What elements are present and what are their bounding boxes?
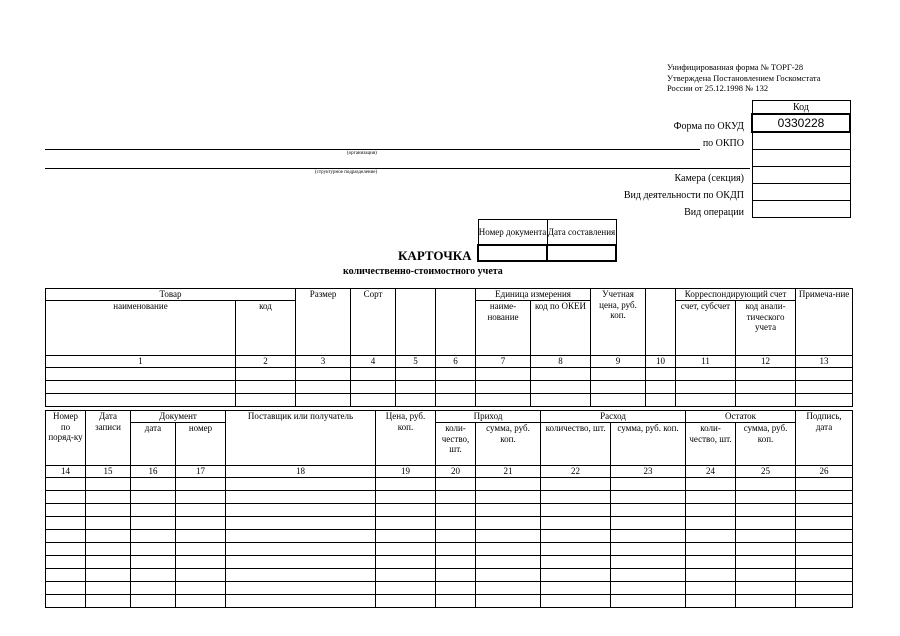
entry-cell[interactable] xyxy=(376,530,436,543)
entry-cell[interactable] xyxy=(351,394,396,407)
entry-cell[interactable] xyxy=(736,394,796,407)
entry-cell[interactable] xyxy=(376,582,436,595)
entry-cell[interactable] xyxy=(131,569,176,582)
col-num: 14 xyxy=(46,466,86,478)
entry-cell[interactable] xyxy=(531,368,591,381)
entry-cell[interactable] xyxy=(796,543,853,556)
entry-cell[interactable] xyxy=(436,504,476,517)
document-number-label: Номер документа xyxy=(478,220,547,246)
code-header: код xyxy=(236,301,296,356)
entry-cell[interactable] xyxy=(541,517,611,530)
entry-cell[interactable] xyxy=(86,491,131,504)
sign-header: Подпись, дата xyxy=(796,411,853,466)
entry-cell[interactable] xyxy=(176,569,226,582)
entry-cell[interactable] xyxy=(476,556,541,569)
entry-cell[interactable] xyxy=(591,394,646,407)
entry-cell[interactable] xyxy=(376,517,436,530)
price-header: Учетная цена, руб. коп. xyxy=(591,289,646,356)
col-num: 2 xyxy=(236,356,296,368)
organization-caption: (организация) xyxy=(347,151,377,156)
entry-cell[interactable] xyxy=(736,556,796,569)
entry-cell[interactable] xyxy=(736,368,796,381)
entry-cell[interactable] xyxy=(226,478,376,491)
entry-cell[interactable] xyxy=(376,569,436,582)
col-num: 9 xyxy=(591,356,646,368)
date-header: Дата записи xyxy=(86,411,131,466)
balance-header: Остаток xyxy=(686,411,796,423)
chamber-label: Камера (секция) xyxy=(674,173,744,184)
entry-cell[interactable] xyxy=(226,569,376,582)
doc-date-header: дата xyxy=(131,423,176,466)
entry-cell[interactable] xyxy=(611,569,686,582)
entry-cell[interactable] xyxy=(591,368,646,381)
entry-cell[interactable] xyxy=(376,595,436,608)
entry-cell[interactable] xyxy=(376,504,436,517)
col-num: 26 xyxy=(796,466,853,478)
entry-cell[interactable] xyxy=(476,491,541,504)
entry-cell[interactable] xyxy=(86,530,131,543)
entry-cell[interactable] xyxy=(226,504,376,517)
subdivision-line[interactable] xyxy=(45,168,750,169)
entry-cell[interactable] xyxy=(436,530,476,543)
entry-cell[interactable] xyxy=(796,530,853,543)
col-num: 25 xyxy=(736,466,796,478)
entry-cell[interactable] xyxy=(176,530,226,543)
table-row xyxy=(46,504,853,517)
entry-cell[interactable] xyxy=(736,582,796,595)
entry-cell[interactable] xyxy=(436,491,476,504)
entry-cell[interactable] xyxy=(436,478,476,491)
col-num: 19 xyxy=(376,466,436,478)
corr-account-header: счет, субсчет xyxy=(676,301,736,356)
table-row xyxy=(46,517,853,530)
entry-cell[interactable] xyxy=(396,368,436,381)
entry-cell[interactable] xyxy=(541,595,611,608)
exp-qty-header: количество, шт. xyxy=(541,423,611,466)
table-row xyxy=(46,543,853,556)
doc-num-header: номер xyxy=(176,423,226,466)
entry-cell[interactable] xyxy=(686,569,736,582)
entry-cell[interactable] xyxy=(476,582,541,595)
table-row xyxy=(46,569,853,582)
col-num: 18 xyxy=(226,466,376,478)
entry-cell[interactable] xyxy=(86,478,131,491)
entry-cell[interactable] xyxy=(176,517,226,530)
entry-cell[interactable] xyxy=(591,381,646,394)
entry-cell[interactable] xyxy=(46,394,236,407)
col-num: 15 xyxy=(86,466,131,478)
entry-cell[interactable] xyxy=(611,478,686,491)
col-num: 23 xyxy=(611,466,686,478)
entry-cell[interactable] xyxy=(646,394,676,407)
entry-cell[interactable] xyxy=(646,381,676,394)
bal-sum-header: сумма, руб. коп. xyxy=(736,423,796,466)
entry-cell[interactable] xyxy=(86,569,131,582)
note-header: Примеча-ние xyxy=(796,289,853,356)
entry-cell[interactable] xyxy=(226,543,376,556)
entry-cell[interactable] xyxy=(436,582,476,595)
exp-sum-header: сумма, руб. коп. xyxy=(611,423,686,466)
entry-cell[interactable] xyxy=(176,595,226,608)
col-num: 5 xyxy=(396,356,436,368)
entry-cell[interactable] xyxy=(686,595,736,608)
entry-cell[interactable] xyxy=(351,368,396,381)
entry-cell[interactable] xyxy=(86,543,131,556)
entry-cell[interactable] xyxy=(476,504,541,517)
price2-header: Цена, руб. коп. xyxy=(376,411,436,466)
goods-table xyxy=(45,288,853,407)
entry-cell[interactable] xyxy=(436,556,476,569)
entry-cell[interactable] xyxy=(796,491,853,504)
entry-cell[interactable] xyxy=(46,368,236,381)
entry-cell[interactable] xyxy=(226,530,376,543)
organization-line[interactable] xyxy=(45,149,700,150)
entry-cell[interactable] xyxy=(736,517,796,530)
party-header: Поставщик или получатель xyxy=(226,411,376,466)
document-header: Документ xyxy=(131,411,226,423)
empty-header-6 xyxy=(436,289,476,356)
operation-label: Вид операции xyxy=(684,207,744,218)
entry-cell[interactable] xyxy=(376,491,436,504)
document-number-field[interactable] xyxy=(478,245,547,261)
entry-cell[interactable] xyxy=(796,517,853,530)
entry-cell[interactable] xyxy=(541,530,611,543)
entry-cell[interactable] xyxy=(176,504,226,517)
empty-header-10 xyxy=(646,289,676,356)
okdp-label: Вид деятельности по ОКДП xyxy=(623,190,744,201)
entry-cell[interactable] xyxy=(46,504,86,517)
col-num: 16 xyxy=(131,466,176,478)
corr-header: Корреспондирующий счет xyxy=(676,289,796,301)
table-row xyxy=(46,368,853,381)
entry-cell[interactable] xyxy=(296,368,351,381)
inc-sum-header: сумма, руб. коп. xyxy=(476,423,541,466)
table-row xyxy=(46,491,853,504)
grade-header: Сорт xyxy=(351,289,396,356)
entry-cell[interactable] xyxy=(686,517,736,530)
size-header: Размер xyxy=(296,289,351,356)
entry-cell[interactable] xyxy=(796,595,853,608)
entry-cell[interactable] xyxy=(351,381,396,394)
table-row xyxy=(46,595,853,608)
document-box xyxy=(477,219,617,262)
entry-cell[interactable] xyxy=(436,394,476,407)
bal-qty-header: коли-чество, шт. xyxy=(686,423,736,466)
entry-cell[interactable] xyxy=(131,491,176,504)
entry-cell[interactable] xyxy=(541,478,611,491)
entry-cell[interactable] xyxy=(131,530,176,543)
entry-cell[interactable] xyxy=(676,381,736,394)
entry-cell[interactable] xyxy=(436,368,476,381)
entry-cell[interactable] xyxy=(796,381,853,394)
entry-cell[interactable] xyxy=(796,394,853,407)
entry-cell[interactable] xyxy=(736,595,796,608)
entry-cell[interactable] xyxy=(476,530,541,543)
entry-cell[interactable] xyxy=(131,582,176,595)
corr-code-header: код анали-тического учета xyxy=(736,301,796,356)
entry-cell[interactable] xyxy=(86,517,131,530)
entry-cell[interactable] xyxy=(541,556,611,569)
col-num: 22 xyxy=(541,466,611,478)
entry-cell[interactable] xyxy=(176,556,226,569)
entry-cell[interactable] xyxy=(476,394,531,407)
entry-cell[interactable] xyxy=(46,530,86,543)
entry-cell[interactable] xyxy=(611,491,686,504)
entry-cell[interactable] xyxy=(676,394,736,407)
entry-cell[interactable] xyxy=(796,556,853,569)
entry-cell[interactable] xyxy=(226,595,376,608)
entry-cell[interactable] xyxy=(541,504,611,517)
form-header xyxy=(667,62,821,94)
col-num: 4 xyxy=(351,356,396,368)
unit-code-header: код по ОКЕИ xyxy=(531,301,591,356)
entry-cell[interactable] xyxy=(296,381,351,394)
entry-cell[interactable] xyxy=(736,504,796,517)
entry-cell[interactable] xyxy=(46,381,236,394)
entry-cell[interactable] xyxy=(131,556,176,569)
form-line-2: Утверждена Постановлением Госкомстата xyxy=(667,72,821,83)
col-num: 24 xyxy=(686,466,736,478)
col-num: 8 xyxy=(531,356,591,368)
chamber-code-field[interactable] xyxy=(752,167,850,184)
operation-code-field[interactable] xyxy=(752,201,850,218)
entry-cell[interactable] xyxy=(46,543,86,556)
entry-cell[interactable] xyxy=(436,517,476,530)
entry-cell[interactable] xyxy=(46,595,86,608)
document-date-field[interactable] xyxy=(547,245,616,261)
entry-cell[interactable] xyxy=(646,368,676,381)
okpo-label: по ОКПО xyxy=(702,138,744,149)
col-num: 10 xyxy=(646,356,676,368)
entry-cell[interactable] xyxy=(796,504,853,517)
table-row xyxy=(46,582,853,595)
entry-cell[interactable] xyxy=(236,368,296,381)
entry-cell[interactable] xyxy=(176,543,226,556)
entry-cell[interactable] xyxy=(796,582,853,595)
form-line-1: Унифицированная форма № ТОРГ-28 xyxy=(667,62,804,72)
extra-code-field[interactable] xyxy=(752,150,850,167)
empty-header-5 xyxy=(396,289,436,356)
entry-cell[interactable] xyxy=(686,582,736,595)
col-num: 11 xyxy=(676,356,736,368)
entry-cell[interactable] xyxy=(176,582,226,595)
entry-cell[interactable] xyxy=(376,478,436,491)
card-subtitle: количественно-стоимостного учета xyxy=(343,266,503,277)
entry-cell[interactable] xyxy=(476,368,531,381)
col-num: 7 xyxy=(476,356,531,368)
code-header: Код xyxy=(752,101,850,115)
entry-cell[interactable] xyxy=(396,381,436,394)
entry-cell[interactable] xyxy=(46,491,86,504)
entry-cell[interactable] xyxy=(736,491,796,504)
col-num: 1 xyxy=(46,356,236,368)
table-row xyxy=(46,530,853,543)
form-line-3: России от 25.12.1998 № 132 xyxy=(667,83,769,93)
entry-cell[interactable] xyxy=(611,582,686,595)
unit-header: Единица измерения xyxy=(476,289,591,301)
entry-cell[interactable] xyxy=(476,478,541,491)
entry-cell[interactable] xyxy=(676,368,736,381)
entry-cell[interactable] xyxy=(476,569,541,582)
entry-cell[interactable] xyxy=(796,368,853,381)
inc-qty-header: коли-чество, шт. xyxy=(436,423,476,466)
col-num: 13 xyxy=(796,356,853,368)
entry-cell[interactable] xyxy=(86,595,131,608)
entry-cell[interactable] xyxy=(436,595,476,608)
codes-table xyxy=(751,100,851,218)
name-header: наименование xyxy=(46,301,236,356)
entry-cell[interactable] xyxy=(611,530,686,543)
okpo-code-field[interactable] xyxy=(752,132,850,150)
okdp-code-field[interactable] xyxy=(752,184,850,201)
entry-cell[interactable] xyxy=(686,491,736,504)
unit-name-header: наиме-нование xyxy=(476,301,531,356)
entry-cell[interactable] xyxy=(541,543,611,556)
movements-table xyxy=(45,410,853,608)
income-header: Приход xyxy=(436,411,541,423)
document-date-label: Дата составления xyxy=(547,220,616,246)
entry-cell[interactable] xyxy=(86,556,131,569)
entry-cell[interactable] xyxy=(176,478,226,491)
entry-cell[interactable] xyxy=(396,394,436,407)
entry-cell[interactable] xyxy=(46,582,86,595)
entry-cell[interactable] xyxy=(541,491,611,504)
entry-cell[interactable] xyxy=(226,491,376,504)
entry-cell[interactable] xyxy=(131,595,176,608)
col-num: 3 xyxy=(296,356,351,368)
entry-cell[interactable] xyxy=(736,478,796,491)
okud-label: Форма по ОКУД xyxy=(673,121,744,132)
entry-cell[interactable] xyxy=(736,530,796,543)
table-row xyxy=(46,394,853,407)
entry-cell[interactable] xyxy=(531,381,591,394)
entry-cell[interactable] xyxy=(376,543,436,556)
entry-cell[interactable] xyxy=(436,543,476,556)
entry-cell[interactable] xyxy=(476,381,531,394)
entry-cell[interactable] xyxy=(236,381,296,394)
entry-cell[interactable] xyxy=(226,582,376,595)
col-num: 17 xyxy=(176,466,226,478)
entry-cell[interactable] xyxy=(46,478,86,491)
entry-cell[interactable] xyxy=(296,394,351,407)
entry-cell[interactable] xyxy=(86,504,131,517)
table-row xyxy=(46,478,853,491)
okud-code-field[interactable]: 0330228 xyxy=(752,114,850,132)
entry-cell[interactable] xyxy=(736,543,796,556)
entry-cell[interactable] xyxy=(131,517,176,530)
entry-cell[interactable] xyxy=(176,491,226,504)
entry-cell[interactable] xyxy=(736,569,796,582)
entry-cell[interactable] xyxy=(686,543,736,556)
table-row xyxy=(46,381,853,394)
table-row xyxy=(46,556,853,569)
entry-cell[interactable] xyxy=(476,517,541,530)
goods-header: Товар xyxy=(46,289,296,301)
entry-cell[interactable] xyxy=(796,478,853,491)
entry-cell[interactable] xyxy=(476,595,541,608)
entry-cell[interactable] xyxy=(736,381,796,394)
entry-cell[interactable] xyxy=(611,556,686,569)
entry-cell[interactable] xyxy=(226,517,376,530)
entry-cell[interactable] xyxy=(436,381,476,394)
col-num: 6 xyxy=(436,356,476,368)
entry-cell[interactable] xyxy=(611,543,686,556)
entry-cell[interactable] xyxy=(476,543,541,556)
col-num: 20 xyxy=(436,466,476,478)
expense-header: Расход xyxy=(541,411,686,423)
entry-cell[interactable] xyxy=(226,556,376,569)
card-title: КАРТОЧКА xyxy=(398,248,472,263)
entry-cell[interactable] xyxy=(611,595,686,608)
entry-cell[interactable] xyxy=(611,504,686,517)
entry-cell[interactable] xyxy=(686,556,736,569)
entry-cell[interactable] xyxy=(376,556,436,569)
entry-cell[interactable] xyxy=(531,394,591,407)
num-header: Номер по поряд-ку xyxy=(46,411,86,466)
entry-cell[interactable] xyxy=(541,582,611,595)
entry-cell[interactable] xyxy=(131,504,176,517)
entry-cell[interactable] xyxy=(541,569,611,582)
entry-cell[interactable] xyxy=(611,517,686,530)
entry-cell[interactable] xyxy=(236,394,296,407)
entry-cell[interactable] xyxy=(46,569,86,582)
entry-cell[interactable] xyxy=(686,504,736,517)
entry-cell[interactable] xyxy=(131,478,176,491)
entry-cell[interactable] xyxy=(796,569,853,582)
col-num: 21 xyxy=(476,466,541,478)
col-num: 12 xyxy=(736,356,796,368)
entry-cell[interactable] xyxy=(131,543,176,556)
entry-cell[interactable] xyxy=(86,582,131,595)
subdivision-caption: (структурное подразделение) xyxy=(315,170,378,175)
entry-cell[interactable] xyxy=(686,530,736,543)
entry-cell[interactable] xyxy=(46,556,86,569)
entry-cell[interactable] xyxy=(46,517,86,530)
entry-cell[interactable] xyxy=(686,478,736,491)
entry-cell[interactable] xyxy=(436,569,476,582)
